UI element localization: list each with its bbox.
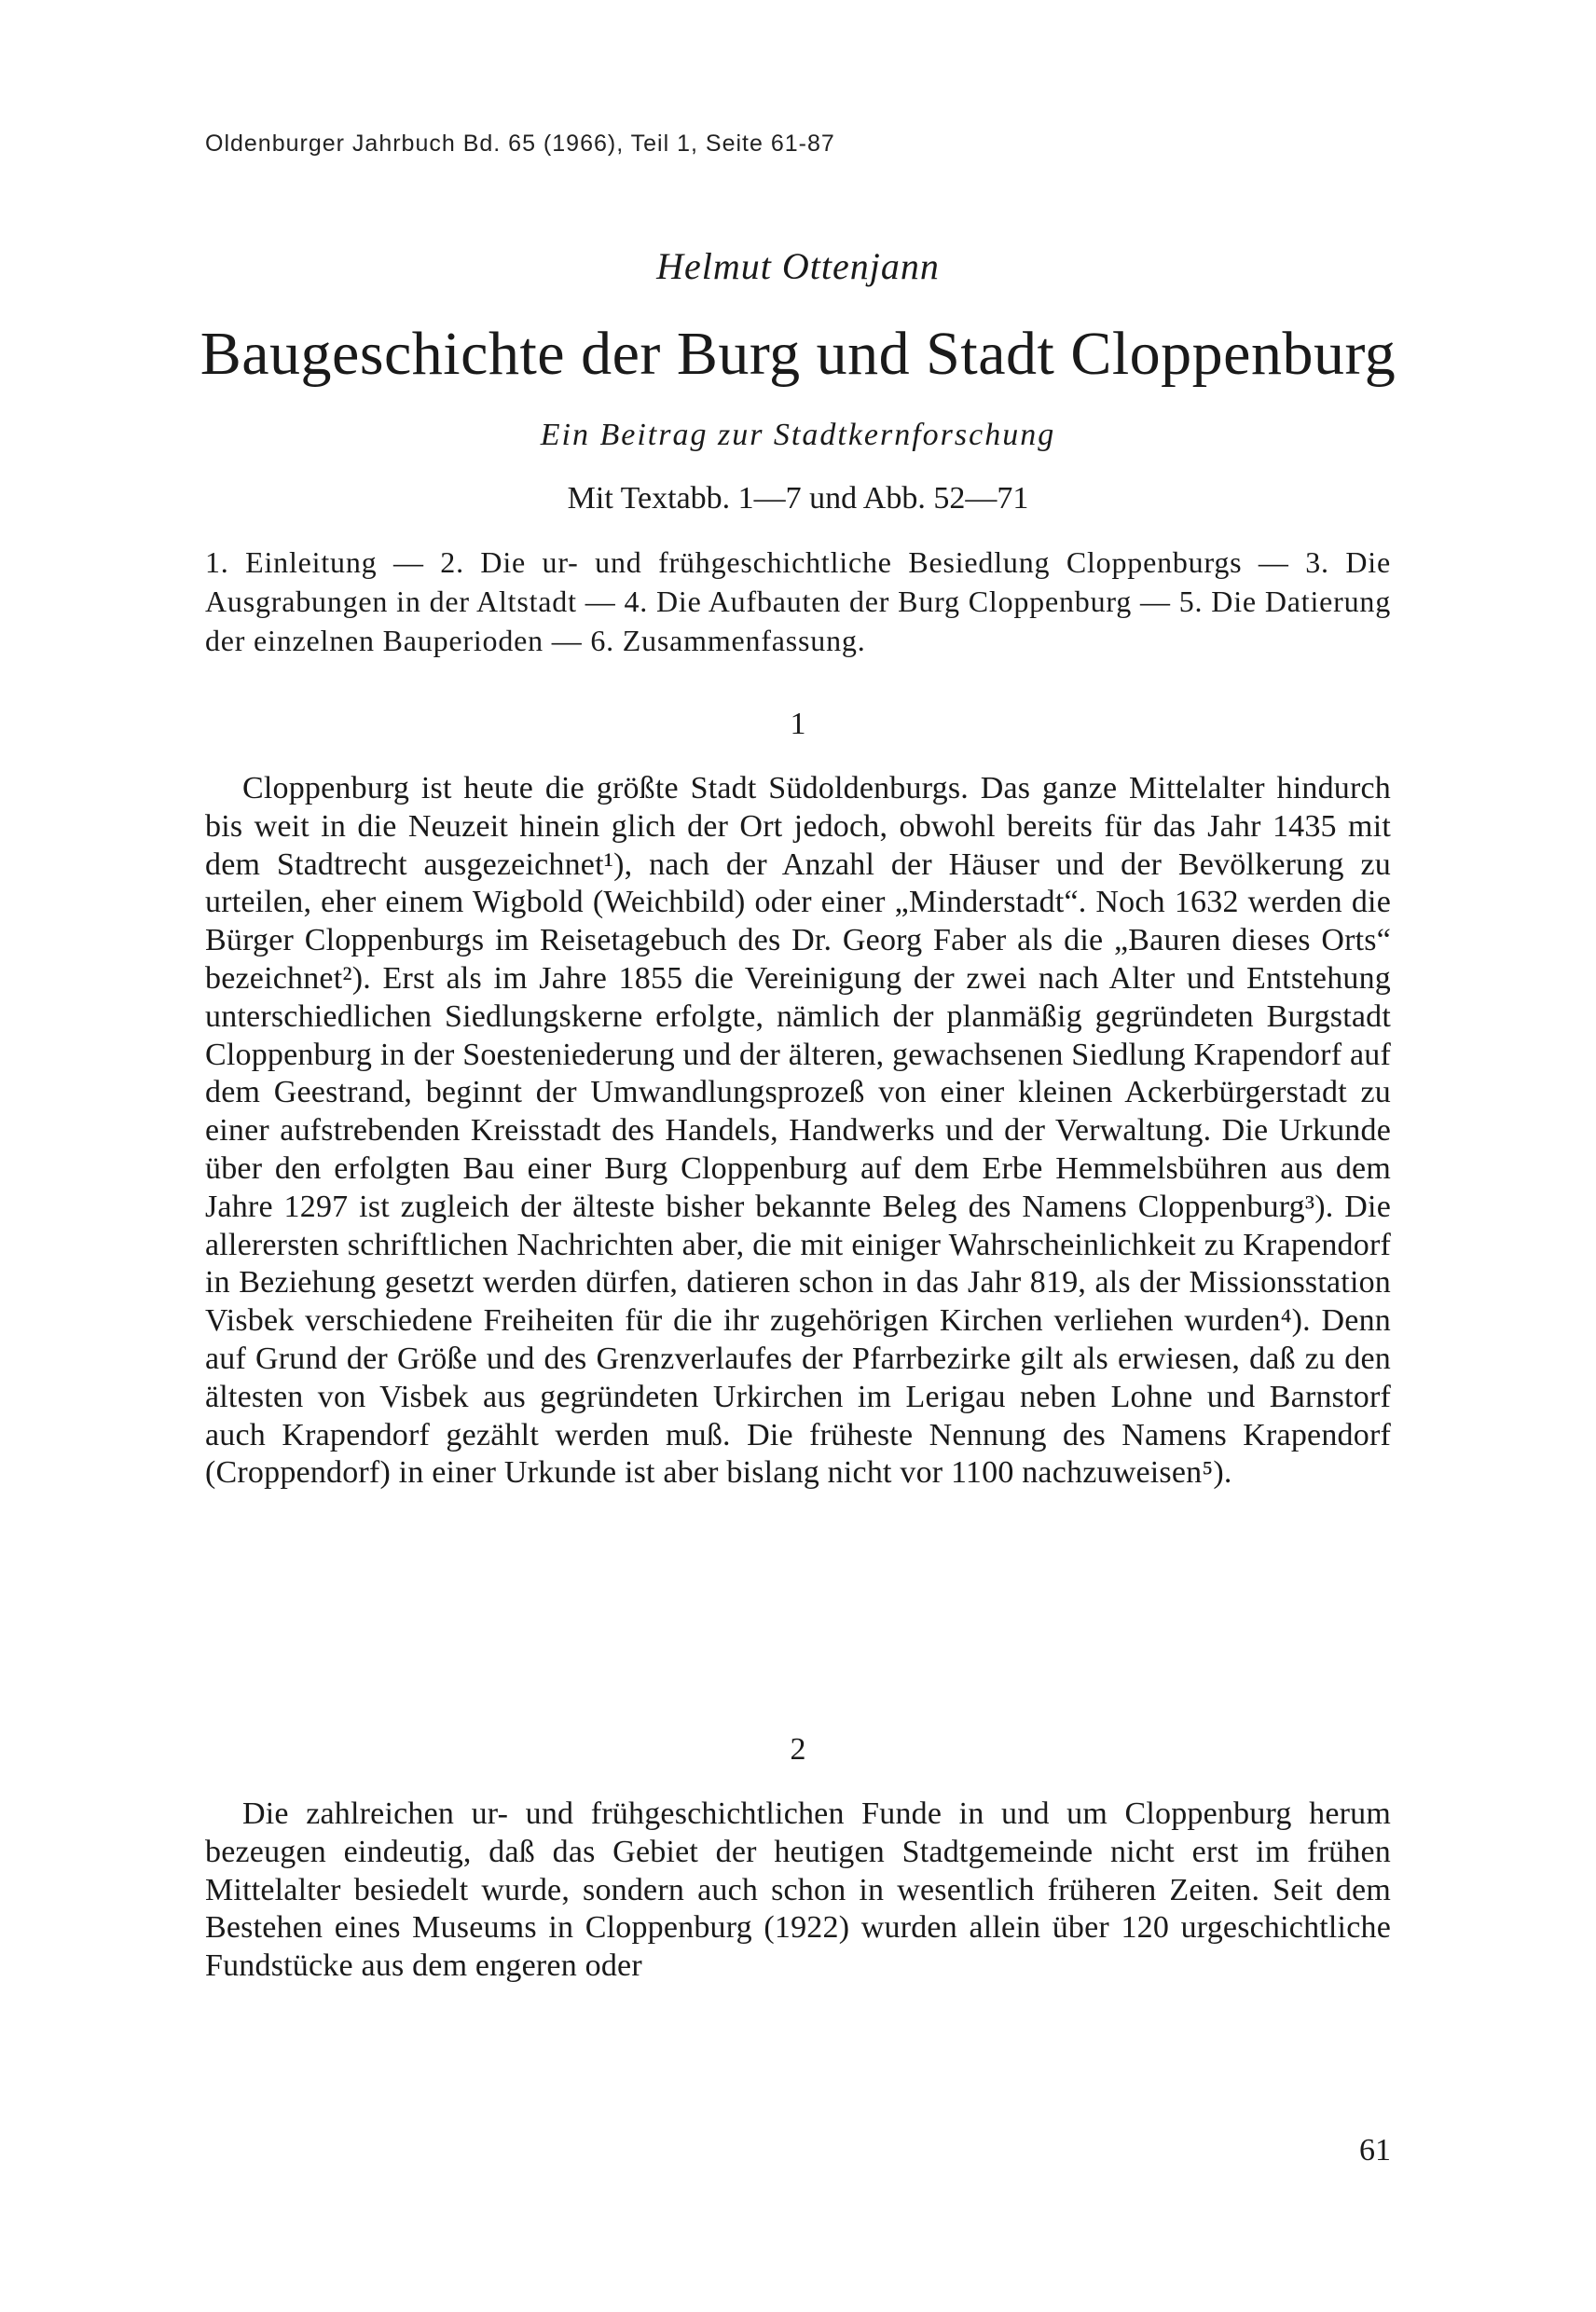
section-number-2: 2 — [790, 1732, 806, 1767]
article-title: Baugeschichte der Burg und Stadt Cloppenburg — [200, 320, 1396, 388]
section-1-body — [205, 770, 1391, 1493]
figures-note: Mit Textabb. 1—7 und Abb. 52—71 — [567, 481, 1029, 516]
article-author: Helmut Ottenjann — [656, 245, 940, 287]
section-2-paragraph: Die zahlreichen ur- und frühgeschichtlichen Funde in und um Cloppenburg herum bezeugen eindeutig, daß das Gebiet der heutigen Stadtgemeinde nicht erst im frühen Mittelalter besiedelt wurde, sondern auch schon in wesentlich früheren Zeiten. Seit dem Bestehen eines Museums in Cloppenburg (1922) wurden allein über 120 urgeschichtliche Fundstücke aus dem engeren oder — [205, 1796, 1391, 1984]
journal-citation-header: Oldenburger Jahrbuch Bd. 65 (1966), Teil 1, Seite 61-87 — [205, 131, 835, 157]
section-1-paragraph: Cloppenburg ist heute die größte Stadt Südoldenburgs. Das ganze Mittelalter hindurch bis weit in die Neuzeit hinein glich der Ort jedoch, obwohl bereits für das Jahr 1435 mit dem Stadtrecht ausgezeichnet¹), nach der Anzahl der Häuser und der Bevölkerung zu urteilen, eher einem Wigbold (Weichbild) oder einer „Minderstadt“. Noch 1632 werden die Bürger Cloppenburgs im Reisetagebuch des Dr. Georg Faber als die „Bauren dieses Orts“ bezeichnet²). Erst als im Jahre 1855 die Vereinigung der zwei nach Alter und Entstehung unterschiedlichen Siedlungskerne erfolgte, nämlich der planmäßig gegründeten Burgstadt Cloppenburg in der Soesteniederung und der älteren, gewachsenen Siedlung Krapendorf auf dem Geestrand, beginnt der Umwandlungsprozeß von einer kleinen Ackerbürgerstadt zu einer aufstrebenden Kreisstadt des Handels, Handwerks und der Verwaltung. Die Urkunde über den erfolgten Bau einer Burg Cloppenburg auf dem Erbe Hemmelsbühren aus dem Jahre 1297 ist zugleich der älteste bisher bekannte Beleg des Namens Cloppenburg³). Die allerersten schriftlichen Nachrichten aber, die mit einiger Wahrscheinlichkeit zu Krapendorf in Beziehung gesetzt werden dürfen, datieren schon in das Jahr 819, als der Missionsstation Visbek verschiedene Freiheiten für die ihr zugehörigen Kirchen verliehen wurden⁴). Denn auf Grund der Größe und des Grenzverlaufes der Pfarrbezirke gilt als erwiesen, daß zu den ältesten von Visbek aus gegründeten Urkirchen im Lerigau neben Lohne und Barnstorf auch Krapendorf gezählt werden muß. Die früheste Nennung des Namens Krapendorf (Croppendorf) in einer Urkunde ist aber bislang nicht vor 1100 nachzuweisen⁵). — [205, 771, 1391, 1491]
page-number: 61 — [1359, 2133, 1391, 2168]
section-2-body — [205, 1796, 1391, 1986]
table-of-contents: 1. Einleitung — 2. Die ur- und frühgeschichtliche Besiedlung Cloppenburgs — 3. Die Ausgrabungen in der Altstadt — 4. Die Aufbauten der Burg Cloppenburg — 5. Die Datierung der einzelnen Bauperioden — 6. Zusammenfassung. — [205, 545, 1391, 657]
article-subtitle: Ein Beitrag zur Stadtkernforschung — [540, 418, 1056, 452]
section-number-1: 1 — [790, 707, 806, 741]
